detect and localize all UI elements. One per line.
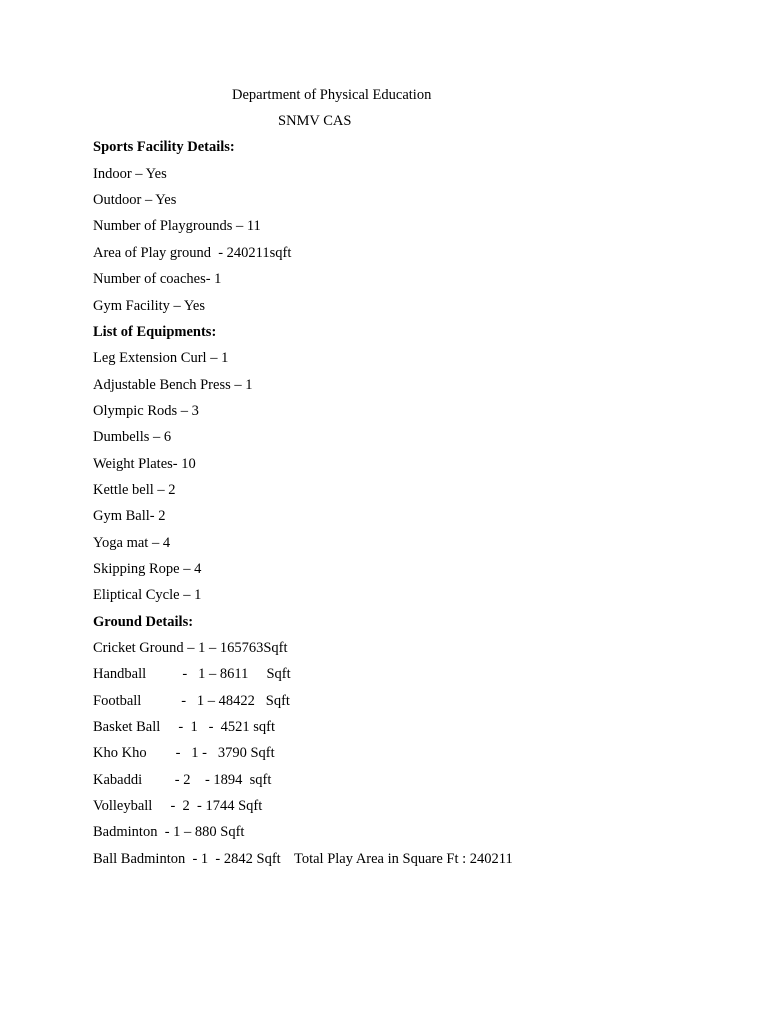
ground-line: Basket Ball - 1 - 4521 sqft: [93, 719, 276, 735]
equipment-line: Kettle bell – 2: [93, 482, 176, 498]
facility-line: Area of Play ground - 240211sqft: [93, 245, 292, 261]
equipment-line: Olympic Rods – 3: [93, 403, 199, 419]
ground-line: Volleyball - 2 - 1744 Sqft: [93, 798, 263, 814]
equipment-line: Weight Plates- 10: [93, 456, 196, 472]
ground-line: Cricket Ground – 1 – 165763Sqft: [93, 640, 288, 656]
ground-line: Kho Kho - 1 - 3790 Sqft: [93, 745, 275, 761]
ground-heading: Ground Details:: [93, 614, 194, 630]
equipment-heading: List of Equipments:: [93, 324, 217, 340]
ground-line: Football - 1 – 48422 Sqft: [93, 693, 290, 709]
facility-line: Number of Playgrounds – 11: [93, 218, 261, 234]
facility-line: Gym Facility – Yes: [93, 298, 205, 314]
equipment-line: Skipping Rope – 4: [93, 561, 202, 577]
facility-line: Indoor – Yes: [93, 166, 167, 182]
equipment-line: Gym Ball- 2: [93, 508, 166, 524]
department-title: Department of Physical Education: [232, 87, 432, 103]
equipment-line: Yoga mat – 4: [93, 535, 171, 551]
equipment-line: Adjustable Bench Press – 1: [93, 377, 253, 393]
equipment-line: Leg Extension Curl – 1: [93, 350, 229, 366]
equipment-line: Eliptical Cycle – 1: [93, 587, 202, 603]
facility-heading: Sports Facility Details:: [93, 139, 235, 155]
facility-line: Outdoor – Yes: [93, 192, 177, 208]
ground-line: Badminton - 1 – 880 Sqft: [93, 824, 245, 840]
equipment-line: Dumbells – 6: [93, 429, 172, 445]
ground-line: Handball - 1 – 8611 Sqft: [93, 666, 291, 682]
ground-line: Kabaddi - 2 - 1894 sqft: [93, 772, 272, 788]
total-play-area: Total Play Area in Square Ft : 240211: [294, 851, 513, 867]
facility-line: Number of coaches- 1: [93, 271, 222, 287]
college-title: SNMV CAS: [278, 113, 352, 129]
ground-line: Ball Badminton - 1 - 2842 Sqft: [93, 851, 281, 867]
